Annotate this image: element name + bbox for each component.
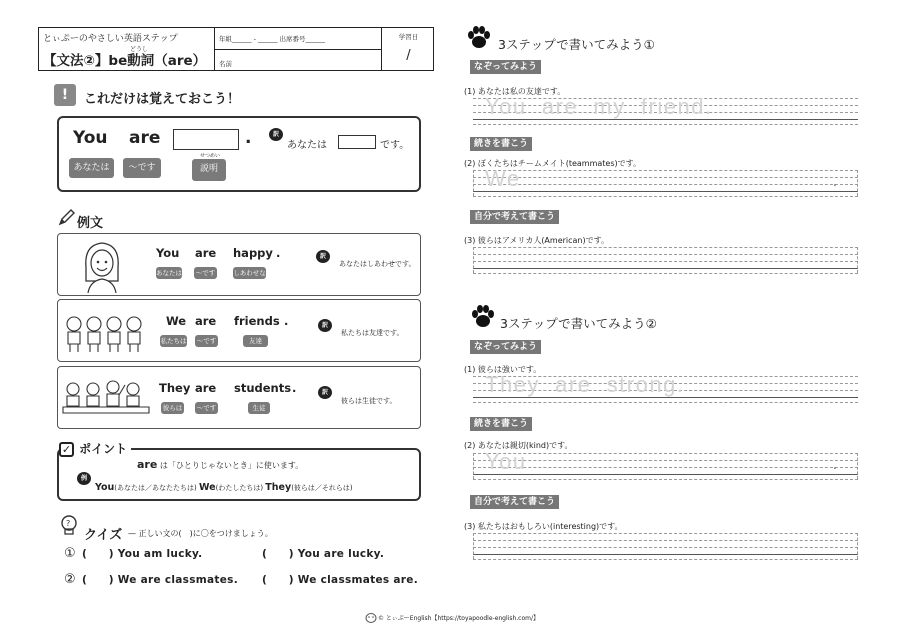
ex1-chip2: ～です (195, 269, 216, 277)
ex2-word1: We (166, 314, 187, 328)
step1-q1-writing-area[interactable] (473, 94, 858, 124)
header-table (38, 27, 434, 71)
step2-q1-writing-area[interactable] (473, 372, 858, 402)
point-line2 (95, 482, 353, 493)
example-title: 例文 (77, 216, 104, 231)
study-date-label: 学習日 (398, 33, 419, 41)
quiz-instruction: — 正しい文の( )に〇をつけましょう。 (128, 529, 273, 538)
trans-part-a: あなたは (287, 140, 327, 151)
dog-logo-icon (364, 609, 378, 628)
step2-q3-text: (3) 私たちはおもしろい(interesting)です。 (464, 522, 623, 531)
kids-illustration-icon (64, 314, 146, 358)
point-we-j: (わたしたちは) (215, 484, 264, 492)
page-title: 【文法②】be動詞（are） (43, 53, 207, 69)
step1-q2-trace-text: We (485, 166, 521, 191)
chip-desu: ～です (123, 158, 161, 178)
word-are: are (129, 128, 161, 148)
ex3-translate-icon: 訳 (318, 386, 332, 399)
ex2-translation: 私たちは友達です。 (341, 329, 404, 337)
ex1-translation: あなたはしあわせです。 (339, 260, 416, 268)
step2-title: 3ステップで書いてみよう② (500, 316, 657, 331)
students-illustration-icon (61, 377, 151, 425)
ex3-translation: 彼らは生徒です。 (341, 397, 397, 405)
example-box-2 (57, 299, 421, 362)
girl-illustration-icon (78, 237, 126, 297)
step1-title: 3ステップで書いてみよう① (498, 37, 655, 52)
ex1-word1: You (156, 246, 180, 260)
ex2-translate-icon: 訳 (318, 319, 332, 332)
ex3-word1: They (159, 381, 191, 395)
ex1-translate-icon: 訳 (316, 250, 330, 263)
quiz-title: クイズ (84, 528, 123, 543)
class-number-field[interactable]: 年組______ - ______ 出席番号______ (219, 35, 326, 43)
header-title-cell (39, 28, 215, 70)
ex3-period: . (292, 381, 297, 395)
chip-setsumei-ruby: せつめい (200, 153, 221, 159)
title-ruby: どうし (130, 46, 149, 53)
point-line1 (137, 458, 303, 471)
ex2-chip2: ～です (196, 337, 217, 345)
step2-tag-trace: なぞってみよう (470, 340, 541, 354)
point-we: We (199, 482, 216, 493)
point-you-j: (あなたは／あなたたちは) (114, 484, 197, 492)
quiz-q2-option-b[interactable]: ( ) We classmates are. (262, 574, 418, 586)
step1-q2-writing-area[interactable] (473, 166, 858, 196)
step2-q1-trace-text: They are strong. (485, 372, 685, 397)
step1-tag-self: 自分で考えて書こう (470, 210, 559, 224)
step1-q3-writing-area[interactable] (473, 247, 858, 273)
step2-q2-writing-area[interactable] (473, 449, 858, 479)
step1-q2-period: . (833, 175, 837, 189)
example-box-1 (57, 233, 421, 296)
footer-copyright: © とぃぷーEnglish【https://toyapoodle-english.com/】 (378, 615, 540, 622)
ex1-period: . (276, 246, 281, 260)
series-name: とぃぷーのやさしい英語ステップ (43, 34, 178, 44)
step2-q2-text: (2) あなたは親切(kind)です。 (464, 441, 573, 450)
step1-q1-text: (1) あなたは私の友達です。 (464, 87, 566, 96)
study-date-cell (382, 28, 435, 70)
ex2-chip3: 友達 (243, 335, 268, 347)
ex3-word2: are (195, 381, 217, 395)
ex2-word2: are (195, 314, 217, 328)
header-info-cell (215, 28, 382, 70)
main-formula-box (57, 116, 421, 192)
point-header (59, 438, 131, 457)
step2-tag-continue: 続きを書こう (470, 417, 532, 431)
point-are: are (137, 458, 158, 471)
quiz-q1-option-b[interactable]: ( ) You are lucky. (262, 548, 385, 560)
step1-q3-text: (3) 彼らはアメリカ人(American)です。 (464, 236, 609, 245)
ex3-chip3: 生徒 (248, 402, 270, 414)
paw-icon (466, 26, 492, 50)
step2-tag-self: 自分で考えて書こう (470, 495, 559, 509)
example-box-3 (57, 366, 421, 429)
step2-q2-trace-text: You (485, 449, 527, 474)
ex2-period: . (284, 314, 289, 328)
ex3-chip1: 彼らは (162, 404, 183, 412)
ex3-chip2: ～です (196, 404, 217, 412)
step2-q2-period: . (833, 458, 837, 472)
exclaim-icon: ! (54, 84, 76, 106)
point-line1-rest: は「ひとりじゃないとき」に使います。 (159, 461, 304, 470)
blank-box[interactable] (173, 129, 239, 150)
step1-q2-text: (2) ぼくたちはチームメイト(teammates)です。 (464, 159, 641, 168)
lightbulb-icon (58, 514, 80, 542)
step2-q3-writing-area[interactable] (473, 533, 858, 559)
paw-icon-2 (470, 305, 496, 329)
chip-setsumei: 説明 (192, 159, 226, 181)
chip-you: あなたは (69, 158, 114, 178)
point-they-j: (彼らは／それらは) (291, 484, 353, 492)
quiz-q1-number: ① (64, 546, 76, 561)
ex1-word3: happy (233, 246, 273, 260)
quiz-q2-option-a[interactable]: ( ) We are classmates. (82, 574, 238, 586)
step1-q1-trace-text: You are my friend. (485, 94, 713, 119)
pencil-icon (57, 207, 77, 231)
ex1-chip3: しあわせな (233, 269, 266, 277)
step1-tag-trace: なぞってみよう (470, 60, 541, 74)
ex2-word3: friends (234, 314, 280, 328)
ex1-word2: are (195, 246, 217, 260)
word-you: You (73, 128, 108, 148)
translate-bubble-icon: 訳 (269, 128, 283, 141)
quiz-q1-option-a[interactable]: ( ) You am lucky. (82, 548, 203, 560)
checkbox-icon: ✓ (59, 442, 74, 457)
trans-part-b: です。 (380, 140, 410, 151)
trans-blank-box[interactable] (338, 135, 376, 149)
point-title: ポイント (79, 442, 128, 456)
svg-text:?: ? (66, 519, 71, 528)
quiz-q2-number: ② (64, 572, 76, 587)
ex2-chip1: 私たちは (160, 337, 187, 345)
ex3-word3: students (234, 381, 292, 395)
point-they: They (265, 482, 292, 493)
step1-tag-continue: 続きを書こう (470, 137, 532, 151)
memorize-title: これだけは覚えておこう！ (84, 92, 241, 107)
ex1-chip1: あなたは (156, 269, 182, 277)
period: . (245, 128, 252, 148)
name-field[interactable]: 名前 (219, 60, 232, 68)
date-slash[interactable]: / (406, 48, 411, 63)
point-you: You (95, 482, 115, 493)
point-example-icon: 例 (77, 472, 91, 485)
step2-q1-text: (1) 彼らは強いです。 (464, 365, 542, 374)
